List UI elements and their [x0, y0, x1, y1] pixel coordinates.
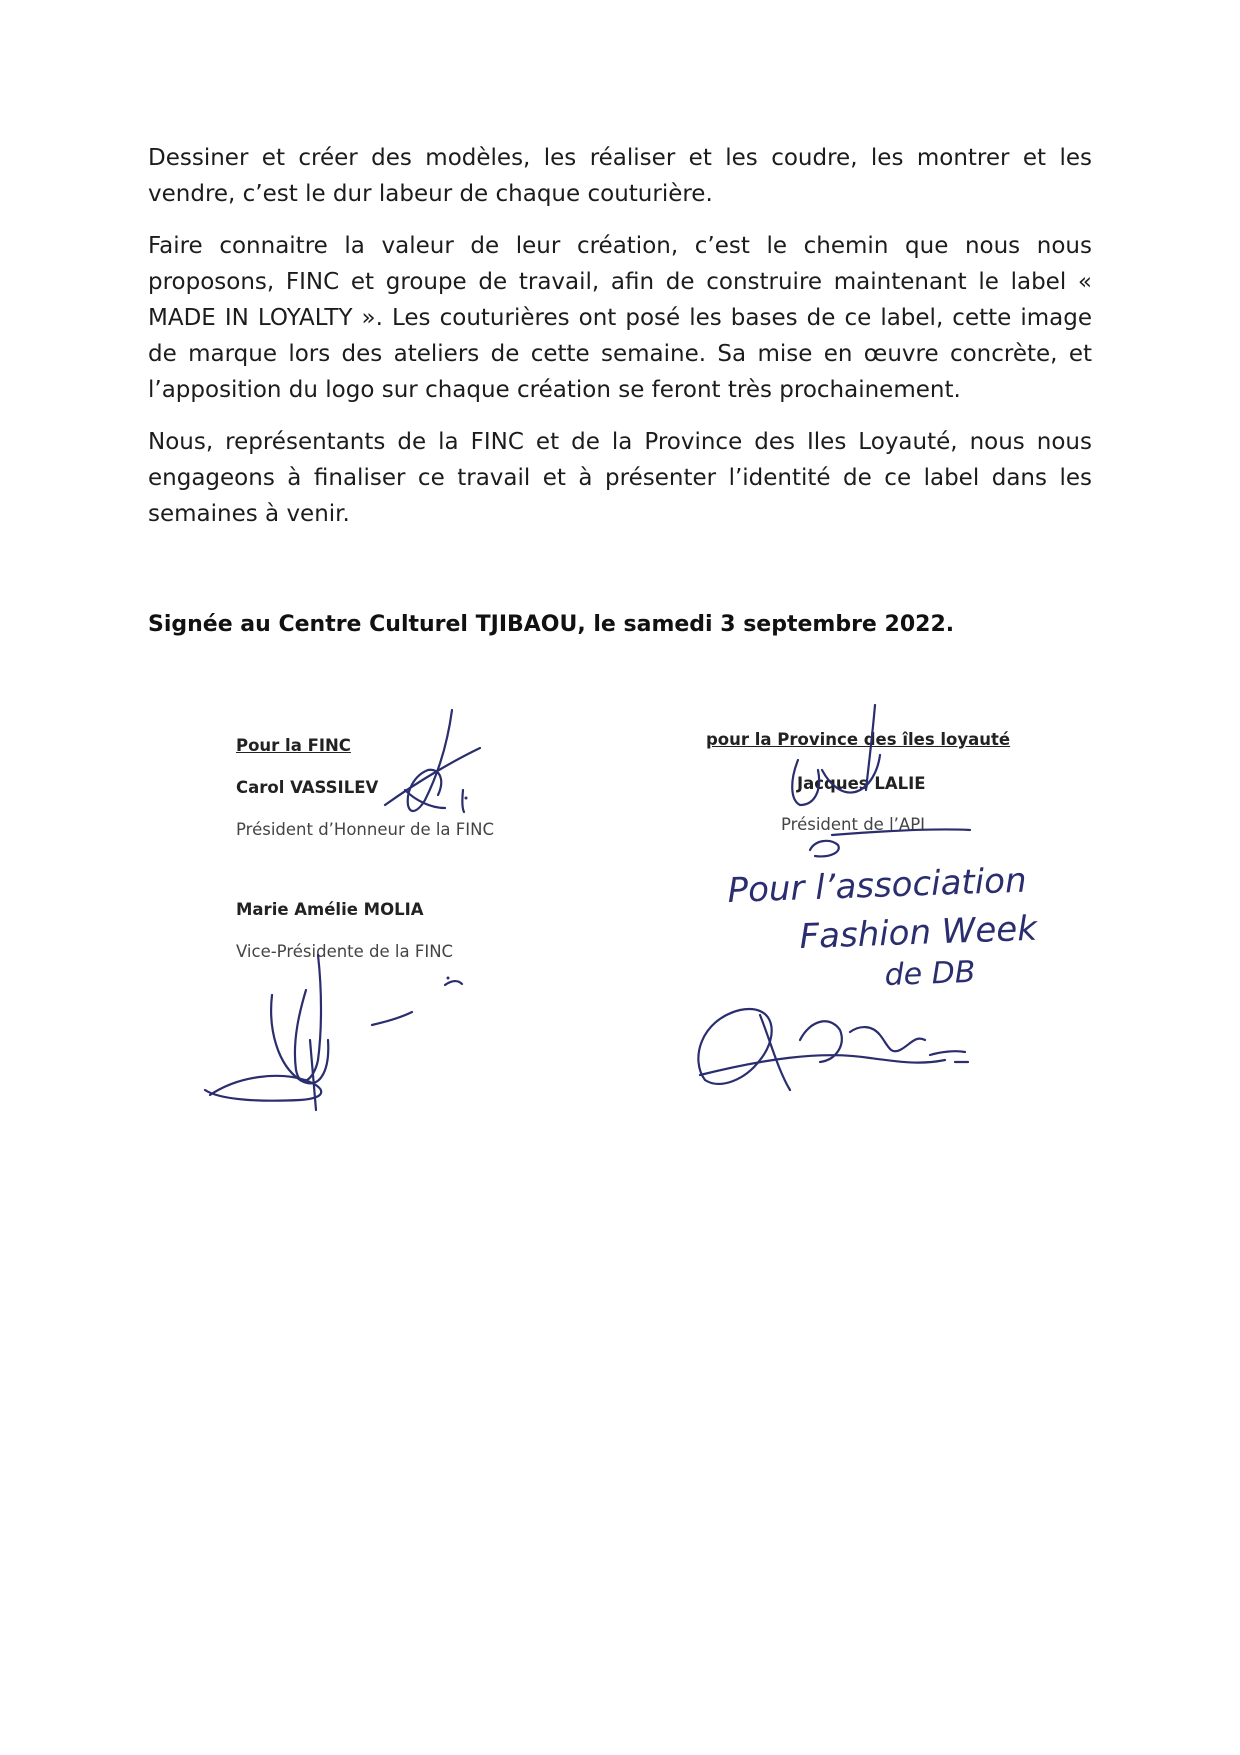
province-person-name: Jacques LALIE — [797, 774, 926, 793]
handwritten-line-2: Fashion Week — [798, 908, 1038, 957]
handwritten-line-3: de DB — [884, 954, 976, 993]
finc-person2-title: Vice-Présidente de la FINC — [236, 942, 454, 961]
finc-person2-name: Marie Amélie MOLIA — [236, 900, 424, 919]
finc-person1-title: Président d’Honneur de la FINC — [236, 820, 495, 839]
finc-person1-name: Carol VASSILEV — [236, 778, 379, 797]
paragraph-3: Nous, représentants de la FINC et de la Province des Iles Loyauté, nous nous engageons à finaliser ce travail et à présenter l’identité de ce label dans les semaines à venir. — [148, 429, 1092, 527]
paragraph-2: Faire connaitre la valeur de leur création, c’est le chemin que nous nous proposons, FINC et groupe de travail, afin de construire maintenant le label « MADE IN LOYALTY ». Les couturières ont posé les bases de ce label, cette image de marque lors des ateliers de cette semaine. Sa mise en œuvre concrète, et l’apposition du logo sur chaque création se feront très prochainement. — [148, 233, 1092, 403]
handwritten-line-1: Pour l’association — [726, 860, 1028, 911]
province-heading: pour la Province des îles loyauté — [706, 730, 1011, 749]
finc-heading: Pour la FINC — [236, 736, 351, 755]
province-person-title: Président de l’API — [781, 815, 926, 834]
paragraph-1: Dessiner et créer des modèles, les réaliser et les coudre, les montrer et les vendre, c’est le dur labeur de chaque couturière. — [148, 145, 1092, 207]
signature-place-date: Signée au Centre Culturel TJIBAOU, le samedi 3 septembre 2022. — [148, 612, 955, 637]
